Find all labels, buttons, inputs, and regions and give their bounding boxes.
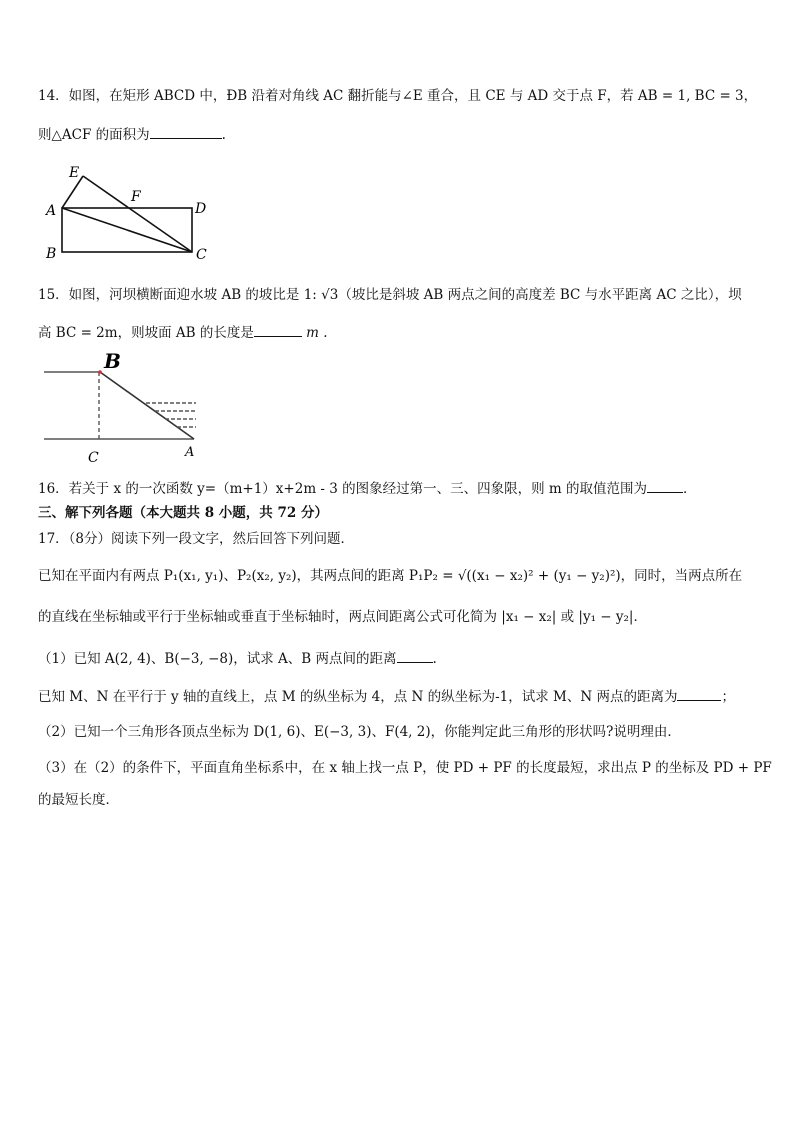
label-c: C [196,247,207,263]
label-c: C [88,450,99,466]
q16-answer-blank[interactable] [647,478,683,493]
q17-part1b: 已知 M、N 在平行于 y 轴的直线上，点 M 的纵坐标为 4，点 N 的纵坐标为-1，试求 M、N 两点的距离为 ； [38,686,735,707]
q17-paragraph-line2: 的直线在坐标轴或平行于坐标轴或垂直于坐标轴时，两点间距离公式可化简为 |x₁ − x₂| 或 |y₁ − y₂|． [38,609,647,625]
label-d: D [195,201,207,217]
q17-intro: 17．（8分）阅读下列一段文字，然后回答下列问题． [38,531,355,547]
label-e: E [69,165,80,181]
label-a: A [185,445,195,460]
point-b [98,370,102,374]
slope-ab [100,372,194,439]
q15-answer-blank[interactable] [254,322,302,337]
q17-part1b-blank[interactable] [677,686,721,701]
q15-text-line1: 15．如图，河坝横断面迎水坡 AB 的坡比是 1: √3（坡比是斜坡 AB 两点之间的高度差 BC 与水平距离 AC 之比），坝 [38,287,742,303]
label-f: F [131,189,141,205]
q17-part3-line1: （3）在（2）的条件下，平面直角坐标系中，在 x 轴上找一点 P，使 PD + PF 的长度最短，求出点 P 的坐标及 PD + PF [38,760,772,776]
segment-ec [83,176,192,252]
q14-text-line2: 则△ACF 的面积为 . [38,124,226,145]
q17-paragraph-line1: 已知在平面内有两点 P₁(x₁, y₁)、P₂(x₂, y₂)，其两点间的距离 P₁P₂ = √((x₁ − x₂)² + (y₁ − y₂)²)，同时，当两点所在 [38,568,743,584]
q16-text: 16．若关于 x 的一次函数 y=（m+1）x+2m - 3 的图象经过第一、三、四象限，则 m 的取值范围为 ． [38,478,697,499]
q14-prompt: 则△ACF 的面积为 [38,127,150,143]
q17-part3-line2: 的最短长度． [38,792,119,808]
section-heading: 三、解下列各题（本大题共 8 小题，共 72 分） [38,505,328,521]
label-b: B [104,349,121,373]
q15-dam-figure [40,348,210,466]
q14-rectangle-figure [38,162,218,266]
label-b: B [46,246,57,262]
label-a: A [46,203,57,219]
q17-part2: （2）已知一个三角形各顶点坐标为 D(1, 6)、E(−3, 3)、F(4, 2)，你能判定此三角形的形状吗?说明理由． [38,724,681,740]
q17-part1: （1）已知 A(2, 4)、B(−3, −8)，试求 A、B 两点间的距离 . [38,648,437,669]
q15-text-line2: 高 BC = 2m，则坡面 AB 的长度是 m . [38,322,328,343]
q14-answer-blank[interactable] [150,124,222,139]
q17-part1-blank[interactable] [397,648,433,663]
q14-text-line1: 14．如图，在矩形 ABCD 中，ÐB 沿着对角线 AC 翻折能与∠E 重合，且 CE 与 AD 交于点 F，若 AB = 1, BC = 3， [38,88,758,104]
q15-prompt: 高 BC = 2m，则坡面 AB 的长度是 [38,325,254,341]
diagonal-ac [62,208,192,252]
